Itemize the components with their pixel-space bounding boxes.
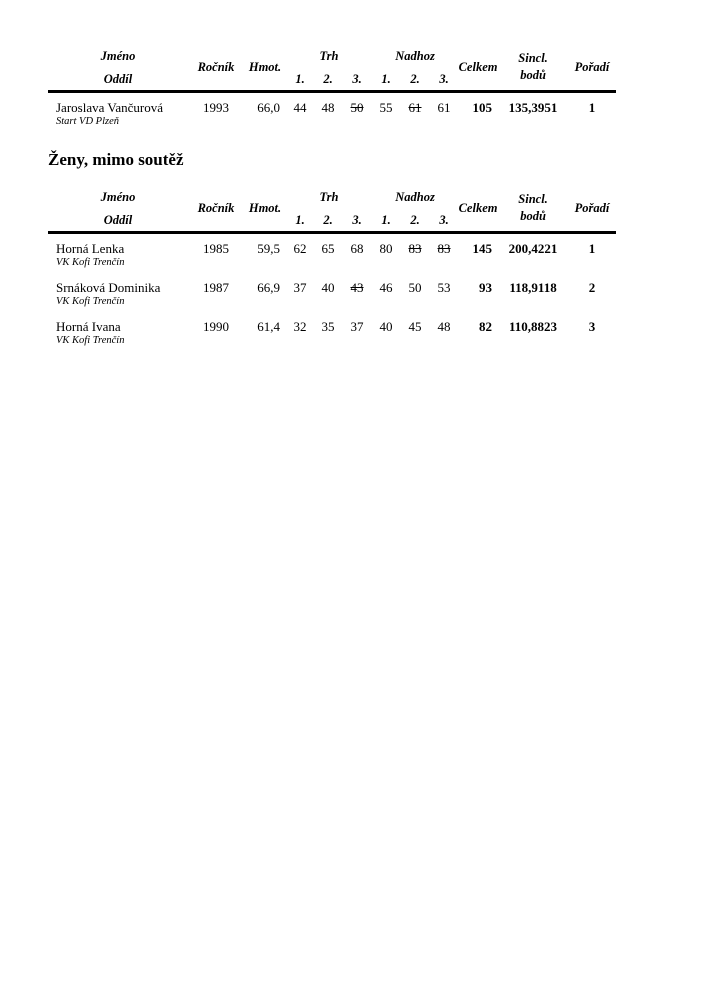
sinclair-points: 200,4221	[508, 241, 558, 256]
header-attempt-1: 1.	[381, 71, 391, 86]
header-name: Jméno	[100, 189, 136, 204]
snatch-3: 50	[350, 100, 364, 115]
header-rank: Pořadí	[574, 59, 610, 74]
header-attempt-3: 3.	[439, 71, 449, 86]
table-row-club	[48, 257, 616, 273]
cj-2: 50	[408, 280, 422, 295]
total: 145	[472, 241, 493, 256]
body-weight: 61,4	[257, 319, 280, 334]
club-name: Start VD Plzeň	[56, 116, 119, 127]
sinclair-points: 110,8823	[509, 319, 558, 334]
cj-2: 61	[408, 100, 422, 115]
table-row-club	[48, 116, 616, 132]
cj-1: 40	[379, 319, 393, 334]
birth-year: 1990	[203, 319, 229, 334]
header-attempt-1: 1.	[381, 212, 391, 227]
athlete-name: Horná Lenka	[56, 241, 125, 256]
header-total: Celkem	[458, 59, 498, 74]
snatch-3: 68	[350, 241, 364, 256]
club-name: VK Kofi Trenčín	[56, 296, 125, 307]
header-weight: Hmot.	[248, 59, 282, 74]
snatch-2: 48	[321, 100, 335, 115]
table-row	[48, 233, 616, 258]
snatch-2: 35	[321, 319, 335, 334]
header-attempt-1: 1.	[295, 212, 305, 227]
club-name: VK Kofi Trenčín	[56, 335, 125, 346]
cj-1: 80	[379, 241, 393, 256]
cj-3: 48	[437, 319, 451, 334]
cj-1: 46	[379, 280, 393, 295]
body-weight: 66,9	[257, 280, 280, 295]
snatch-2: 65	[321, 241, 335, 256]
rank: 2	[588, 280, 596, 295]
header-attempt-2: 2.	[323, 71, 333, 86]
table-row	[48, 312, 616, 335]
birth-year: 1987	[203, 280, 229, 295]
header-rank: Pořadí	[574, 200, 610, 215]
snatch-1: 44	[293, 100, 307, 115]
header-total: Celkem	[458, 200, 498, 215]
birth-year: 1985	[203, 241, 229, 256]
header-attempt-3: 3.	[352, 71, 362, 86]
cj-3: 61	[437, 100, 451, 115]
header-weight: Hmot.	[248, 200, 282, 215]
header-attempt-2: 2.	[410, 71, 420, 86]
snatch-1: 32	[293, 319, 307, 334]
total: 93	[479, 280, 493, 295]
body-weight: 59,5	[257, 241, 280, 256]
cj-3: 53	[437, 280, 451, 295]
total: 105	[472, 100, 493, 115]
header-snatch: Trh	[319, 48, 339, 63]
athlete-name: Jaroslava Vančurová	[56, 100, 163, 115]
body-weight: 66,0	[257, 100, 280, 115]
header-clean-jerk: Nadhoz	[395, 48, 435, 63]
header-attempt-2: 2.	[410, 212, 420, 227]
total: 82	[479, 319, 493, 334]
rank: 1	[588, 100, 596, 115]
header-year: Ročník	[197, 200, 235, 215]
header-attempt-3: 3.	[352, 212, 362, 227]
header-sinclair: Sincl. bodů	[518, 192, 548, 223]
section-title: Ženy, mimo soutěž	[48, 150, 184, 169]
results-table-1	[48, 44, 616, 132]
header-attempt-3: 3.	[439, 212, 449, 227]
header-club: Oddíl	[103, 71, 133, 86]
cj-3: 83	[437, 241, 451, 256]
snatch-3: 43	[350, 280, 364, 295]
results-table-2	[48, 185, 616, 351]
athlete-name: Srnáková Dominika	[56, 280, 161, 295]
sinclair-points: 135,3951	[508, 100, 558, 115]
header-sinclair: Sincl. bodů	[518, 51, 548, 82]
rank: 1	[588, 241, 596, 256]
snatch-1: 37	[293, 280, 307, 295]
header-year: Ročník	[197, 59, 235, 74]
header-attempt-1: 1.	[295, 71, 305, 86]
header-snatch: Trh	[319, 189, 339, 204]
results-table-1-block	[48, 44, 616, 132]
table-row-club	[48, 335, 616, 351]
header-name: Jméno	[100, 48, 136, 63]
header-attempt-2: 2.	[323, 212, 333, 227]
snatch-2: 40	[321, 280, 335, 295]
header-clean-jerk: Nadhoz	[395, 189, 435, 204]
athlete-name: Horná Ivana	[56, 319, 121, 334]
cj-2: 83	[408, 241, 422, 256]
table-row	[48, 92, 616, 117]
table-row-club	[48, 296, 616, 312]
birth-year: 1993	[203, 100, 229, 115]
club-name: VK Kofi Trenčín	[56, 257, 125, 268]
cj-1: 55	[379, 100, 393, 115]
sinclair-points: 118,9118	[509, 280, 557, 295]
table-row	[48, 273, 616, 296]
results-table-2-block	[48, 185, 616, 351]
cj-2: 45	[408, 319, 422, 334]
rank: 3	[588, 319, 596, 334]
snatch-1: 62	[293, 241, 307, 256]
snatch-3: 37	[350, 319, 364, 334]
header-club: Oddíl	[103, 212, 133, 227]
